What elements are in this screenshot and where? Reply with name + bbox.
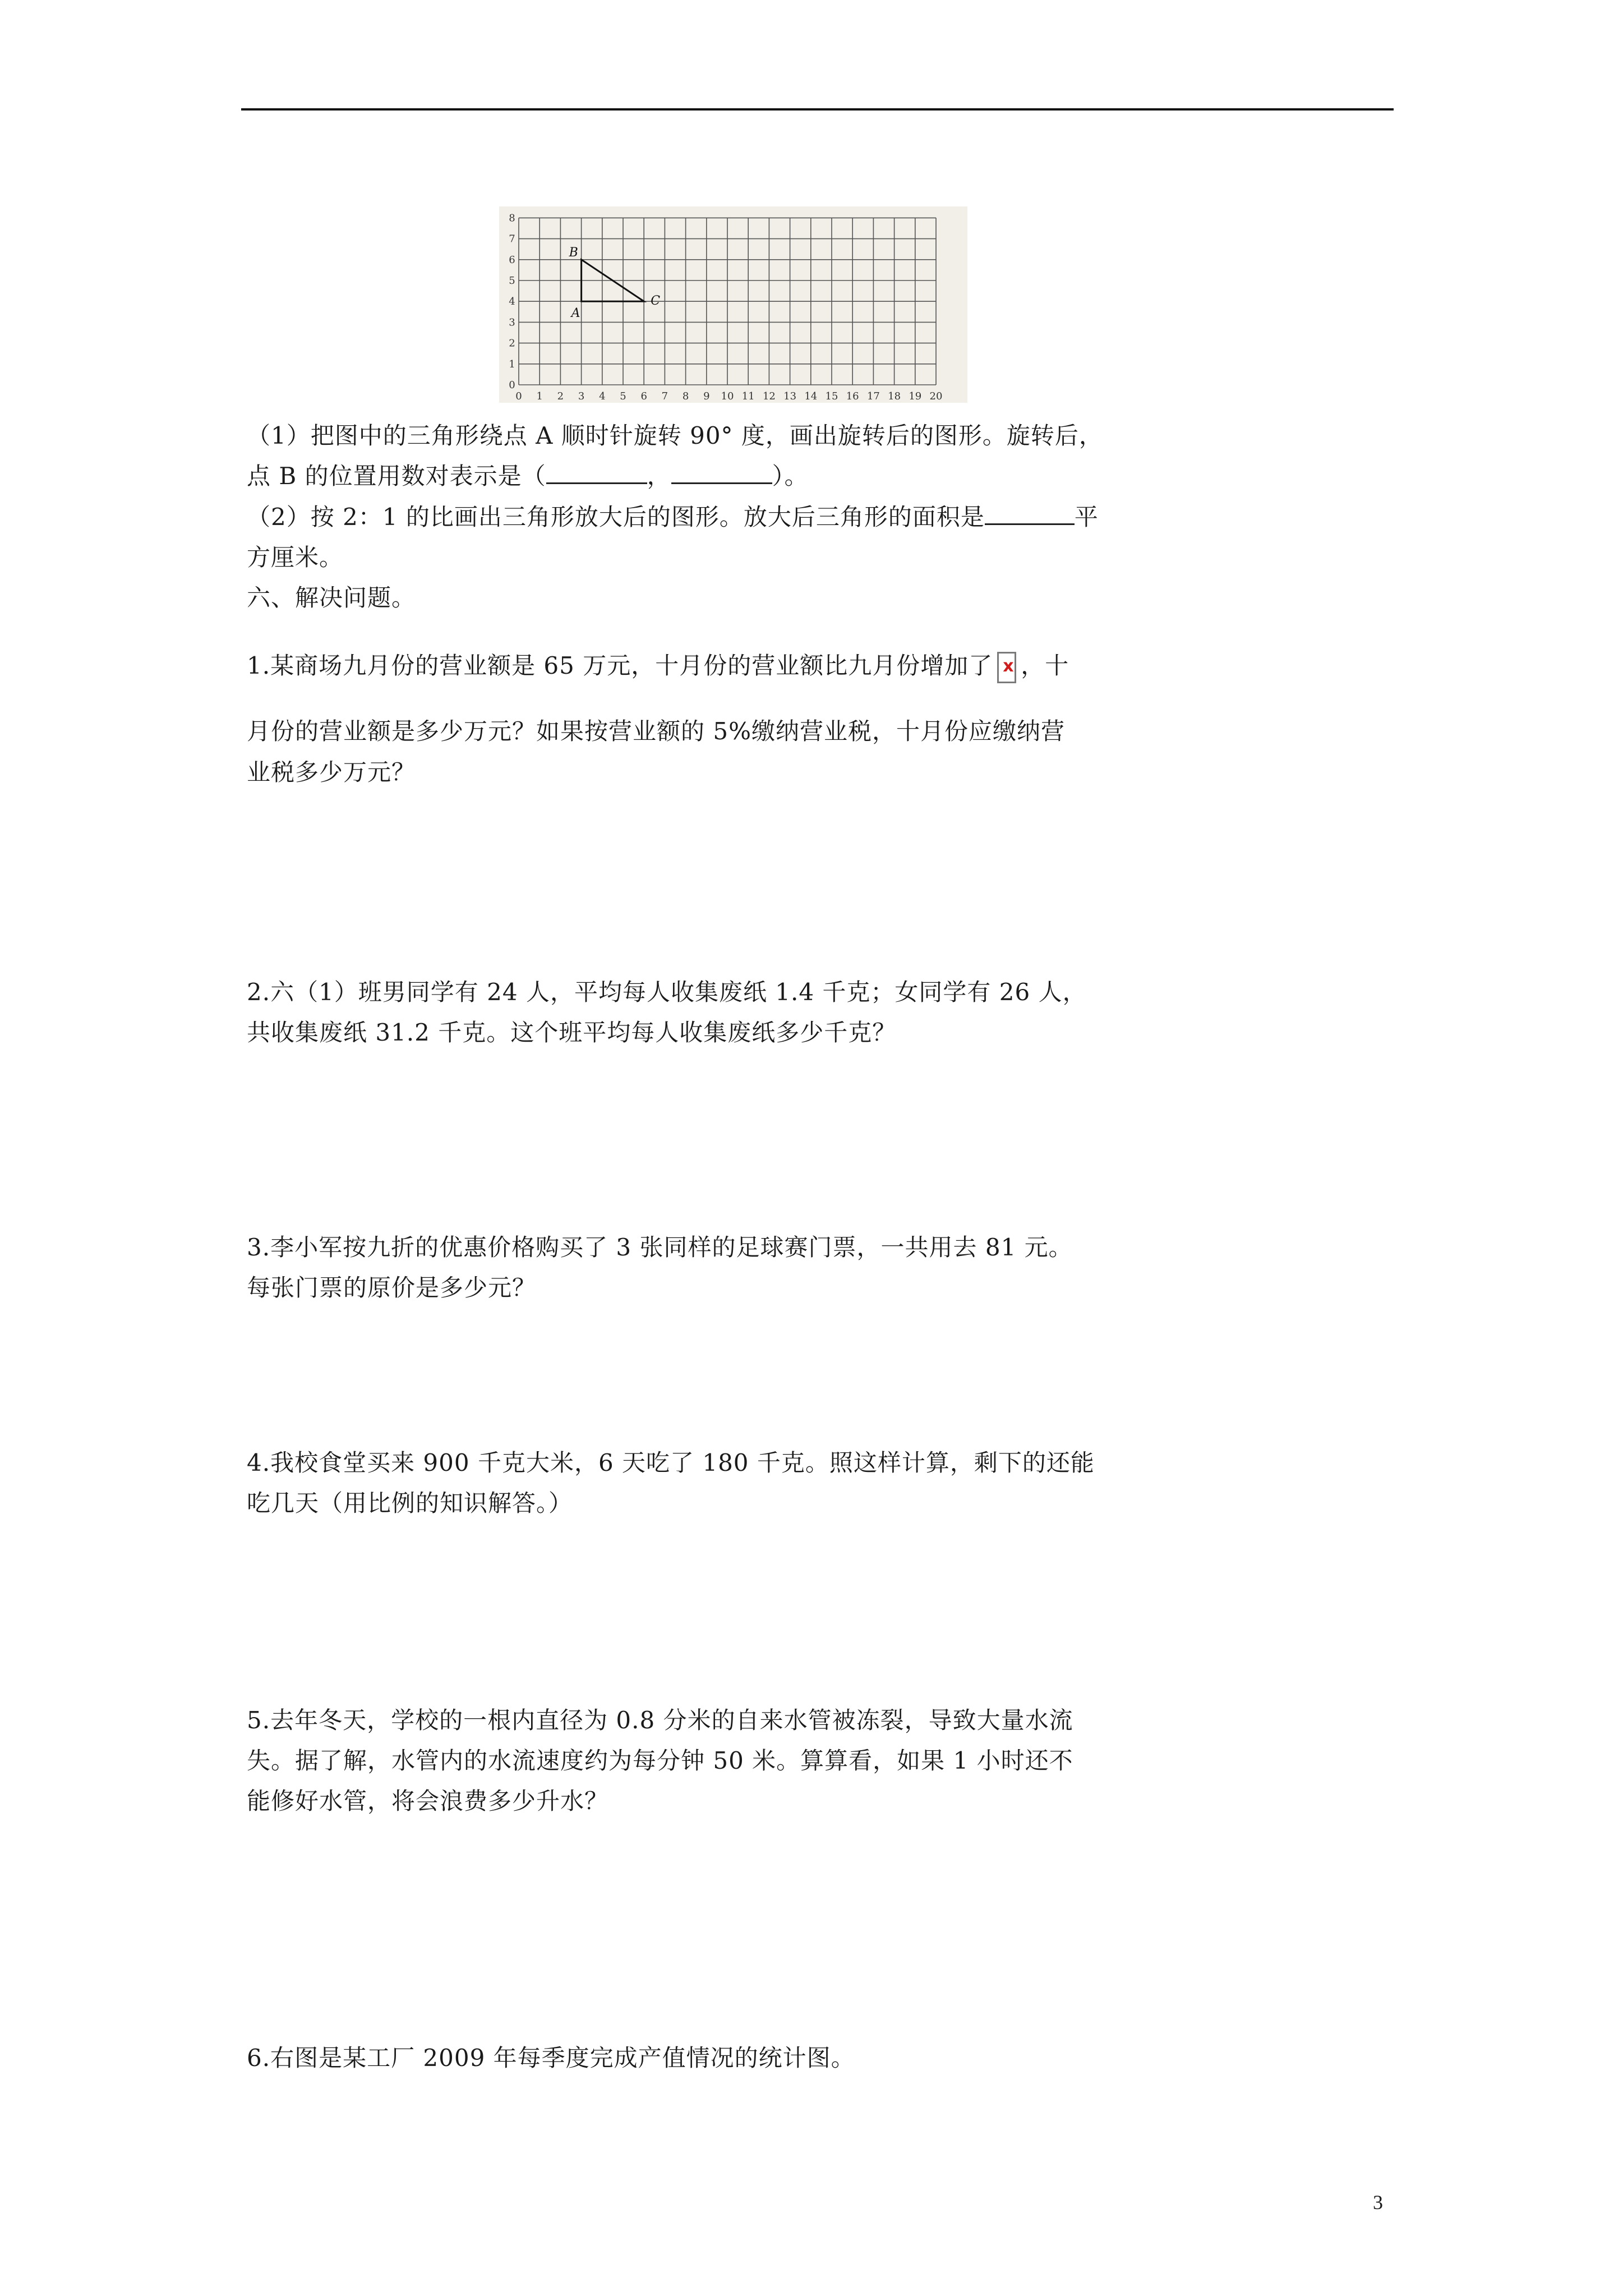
x-tick-label: 20 <box>929 390 943 402</box>
problem-1-text: 1.某商场九月份的营业额是 65 万元，十月份的营业额比九月份增加了 <box>247 652 993 679</box>
x-tick-label: 8 <box>682 390 689 402</box>
question-2-text: （2）按 2：1 的比画出三角形放大后的图形。放大后三角形的面积是 <box>247 503 985 531</box>
x-tick-label: 1 <box>536 390 543 402</box>
problem-5-text-3: 能修好水管，将会浪费多少升水？ <box>247 1787 609 1815</box>
grid-figure <box>499 206 967 403</box>
question-1-close: ）。 <box>772 462 809 490</box>
problem-4-line-1 <box>247 1447 1095 1479</box>
page-number: 3 <box>1373 2191 1383 2214</box>
answer-blank-area[interactable] <box>985 502 1075 525</box>
problem-5-line-1 <box>247 1704 1073 1737</box>
problem-1-text-2: 月份的营业额是多少万元？如果按营业额的 5%缴纳营业税，十月份应缴纳营 <box>247 717 1065 745</box>
broken-image-icon <box>997 652 1016 683</box>
answer-blank-y[interactable] <box>671 461 772 484</box>
point-label-b: B <box>569 245 578 260</box>
y-tick-label: 4 <box>509 296 515 308</box>
problem-5-text-2: 失。据了解，水管内的水流速度约为每分钟 50 米。算算看，如果 1 小时还不 <box>247 1747 1073 1774</box>
x-tick-label: 3 <box>578 390 585 402</box>
x-tick-label: 9 <box>703 390 710 402</box>
problem-3-text-2: 每张门票的原价是多少元？ <box>247 1274 537 1301</box>
problem-6-line-1 <box>247 2042 855 2074</box>
grid-svg <box>499 206 967 403</box>
x-tick-label: 10 <box>721 390 734 402</box>
problem-1-text-cont: ，十 <box>1021 652 1069 679</box>
question-1-line-2 <box>247 460 809 493</box>
problem-6-text: 6.右图是某工厂 2009 年每季度完成产值情况的统计图。 <box>247 2044 855 2072</box>
problem-2-text: 2.六（1）班男同学有 24 人，平均每人收集废纸 1.4 千克；女同学有 26 人， <box>247 978 1087 1006</box>
problem-4-text: 4.我校食堂买来 900 千克大米，6 天吃了 180 千克。照这样计算，剩下的还能 <box>247 1449 1095 1476</box>
x-tick-label: 16 <box>846 390 859 402</box>
header-rule <box>241 108 1394 111</box>
problem-2-line-2 <box>247 1016 896 1049</box>
question-1-text: （1）把图中的三角形绕点 A 顺时针旋转 90° 度，画出旋转后的图形。旋转后， <box>247 422 1103 449</box>
y-tick-label: 8 <box>509 212 515 224</box>
question-2-line-1 <box>247 501 1099 533</box>
point-label-a: A <box>571 306 580 321</box>
x-tick-label: 7 <box>661 390 668 402</box>
x-tick-label: 18 <box>888 390 901 402</box>
problem-3-line-2 <box>247 1272 536 1304</box>
problem-4-text-2: 吃几天（用比例的知识解答。） <box>247 1489 573 1517</box>
section-title-text: 六、解决问题。 <box>247 584 416 611</box>
y-tick-label: 2 <box>509 337 515 349</box>
answer-blank-x[interactable] <box>546 461 647 484</box>
problem-1-line-3 <box>247 756 416 789</box>
problem-5-line-2 <box>247 1745 1073 1777</box>
x-tick-label: 19 <box>909 390 922 402</box>
y-tick-label: 5 <box>509 275 515 287</box>
x-tick-label: 15 <box>825 390 838 402</box>
y-tick-label: 1 <box>509 358 515 370</box>
problem-2-text-2: 共收集废纸 31.2 千克。这个班平均每人收集废纸多少千克？ <box>247 1019 897 1046</box>
x-tick-label: 2 <box>557 390 564 402</box>
question-1-prompt: 点 B 的位置用数对表示是（ <box>247 462 546 490</box>
question-1-comma: ， <box>647 462 671 490</box>
y-tick-label: 6 <box>509 254 515 266</box>
x-tick-label: 11 <box>741 390 755 402</box>
x-tick-label: 14 <box>804 390 818 402</box>
x-tick-label: 0 <box>515 390 522 402</box>
question-2-line-2 <box>247 541 343 574</box>
problem-4-line-2 <box>247 1487 573 1520</box>
x-tick-label: 5 <box>620 390 626 402</box>
x-tick-label: 6 <box>640 390 647 402</box>
problem-1-text-3: 业税多少万元？ <box>247 758 416 786</box>
y-tick-label: 0 <box>509 379 515 391</box>
problem-3-text: 3.李小军按九折的优惠价格购买了 3 张同样的足球赛门票，一共用去 81 元。 <box>247 1234 1073 1261</box>
problem-5-text: 5.去年冬天，学校的一根内直径为 0.8 分米的自来水管被冻裂，导致大量水流 <box>247 1706 1073 1734</box>
x-tick-label: 4 <box>599 390 606 402</box>
y-tick-label: 3 <box>509 316 515 329</box>
problem-3-line-1 <box>247 1231 1073 1264</box>
x-tick-label: 12 <box>762 390 776 402</box>
section-title <box>247 582 416 614</box>
x-tick-label: 17 <box>866 390 880 402</box>
problem-1-line-1 <box>247 650 1069 683</box>
x-tick-label: 13 <box>783 390 797 402</box>
question-2-unit-start: 平 <box>1074 503 1099 531</box>
problem-5-line-3 <box>247 1785 608 1818</box>
question-1-line-1 <box>247 420 1103 452</box>
problem-1-line-2 <box>247 715 1065 748</box>
y-tick-label: 7 <box>509 233 515 245</box>
question-2-unit-end: 方厘米。 <box>247 544 344 571</box>
problem-2-line-1 <box>247 976 1087 1009</box>
point-label-c: C <box>651 294 661 309</box>
